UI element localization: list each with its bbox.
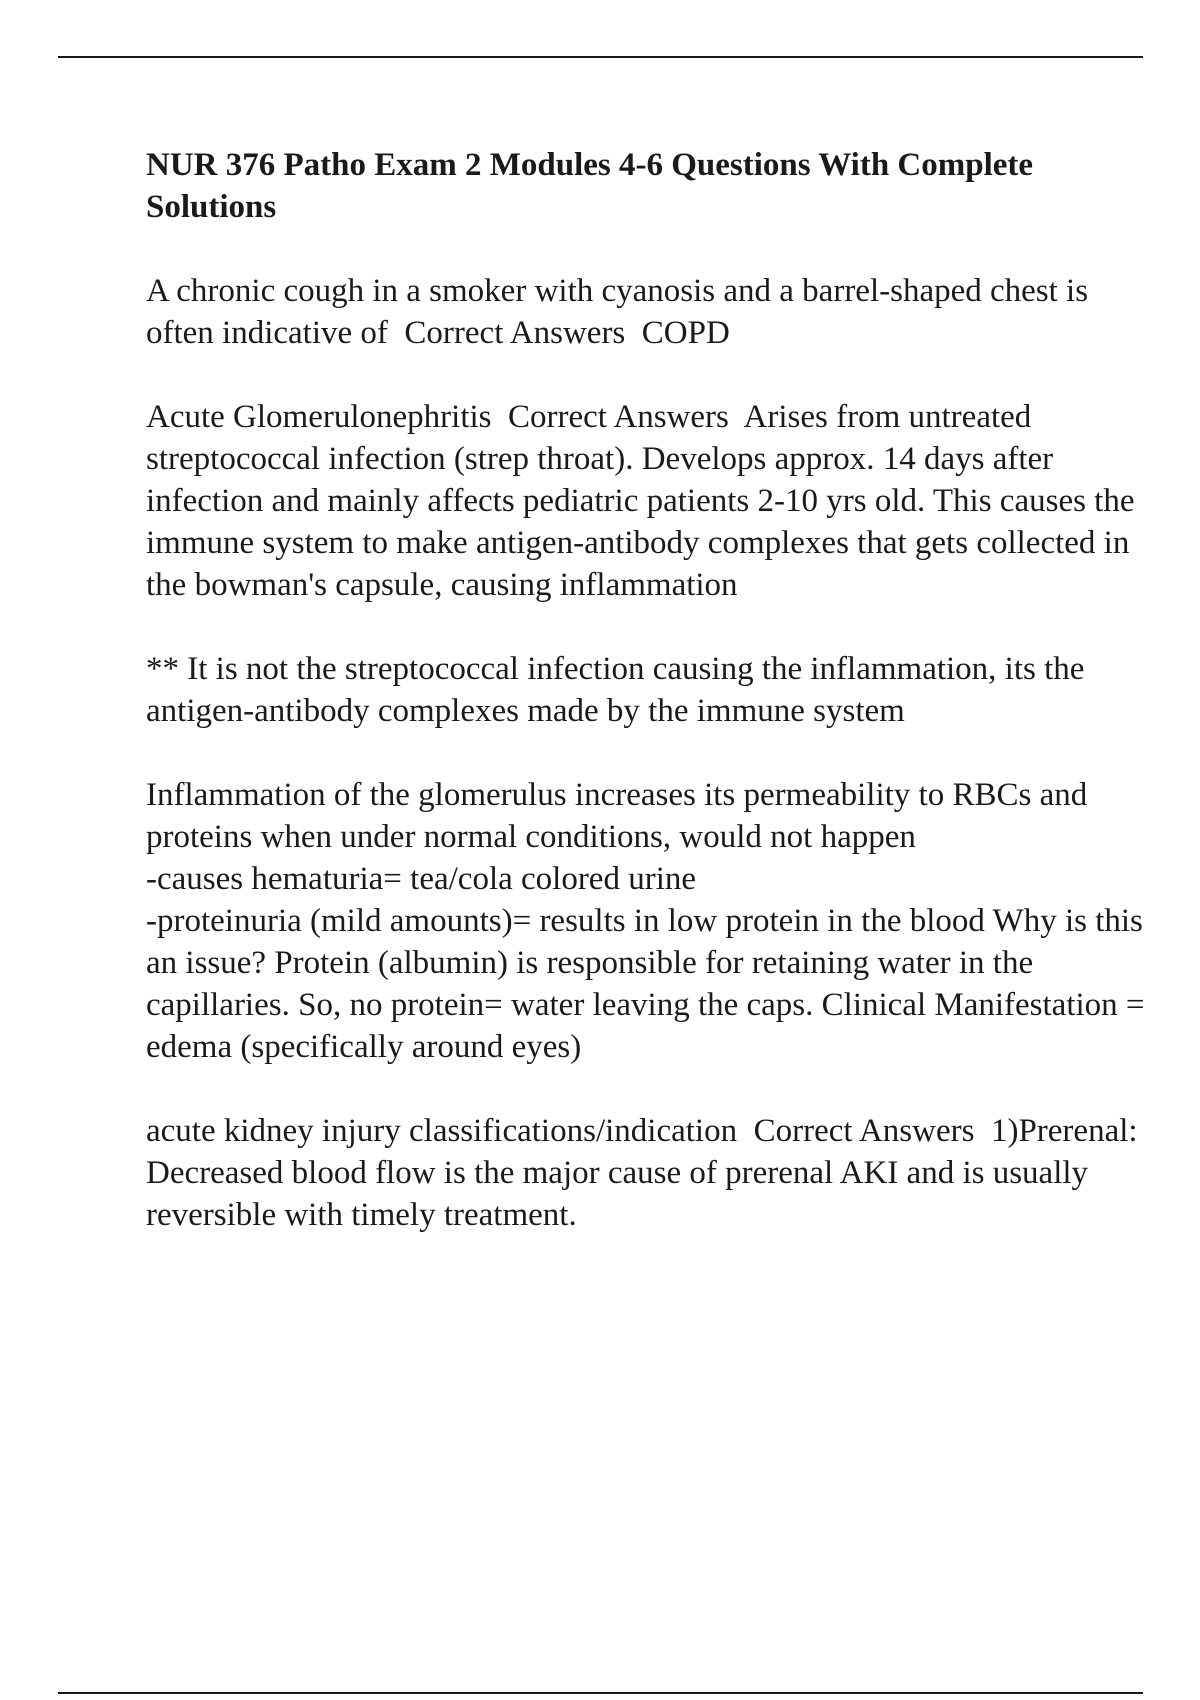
document-body: [146, 144, 1146, 1236]
bottom-divider: [58, 1692, 1143, 1694]
qa-acute-glomerulonephritis: Acute Glomerulonephritis Correct Answers Arises from untreated streptococcal infection (strep throat). Develops approx. 14 days after infection and mainly affects pediatric patients 2-10 yrs old. This causes the immune system to make antigen-antibody complexes that gets collected in the bowman's capsule, causing inflammation: [146, 399, 1143, 603]
qa-aki-classifications: acute kidney injury classifications/indication Correct Answers 1)Prerenal: Decreased blood flow is the major cause of prerenal AKI and is usually reversible with timely treatment.: [146, 1113, 1146, 1233]
top-divider: [58, 56, 1143, 58]
inflammation-explanation: Inflammation of the glomerulus increases its permeability to RBCs and proteins when under normal conditions, would not happen -causes hematuria= tea/cola colored urine -proteinuria (mild amounts)= results in low protein in the blood Why is this an issue? Protein (albumin) is responsible for retaining water in the capillaries. So, no protein= water leaving the caps. Clinical Manifestation = edema (specifically around eyes): [146, 777, 1145, 1065]
document-title: NUR 376 Patho Exam 2 Modules 4-6 Questions With Complete Solutions: [146, 147, 1034, 225]
qa-copd: A chronic cough in a smoker with cyanosis and a barrel-shaped chest is often indicative of Correct Answers COPD: [146, 273, 1097, 351]
note-antigen-antibody: ** It is not the streptococcal infection causing the inflammation, its the antigen-antibody complexes made by the immune system: [146, 651, 1093, 729]
